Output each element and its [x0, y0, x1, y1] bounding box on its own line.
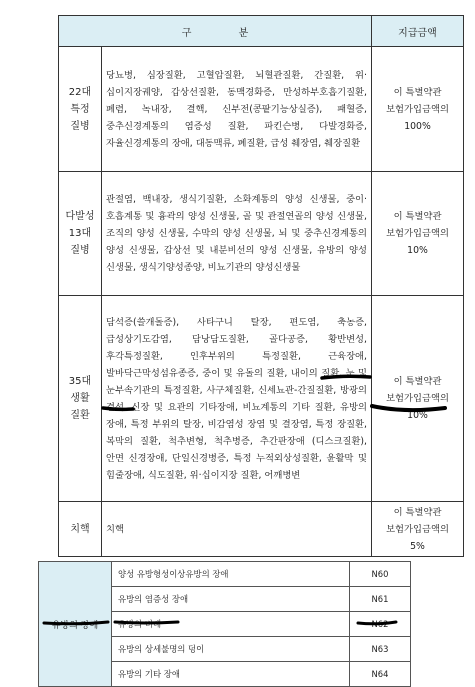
row-description: 당뇨병, 심장질환, 고혈압질환, 뇌혈관질환, 간질환, 위·십이지장궤양, 갑상선질환, 동맥경화증, 만성하부호흡기질환, 폐렴, 녹내장, 결핵, 신부전(콩팥기능상실증), 패혈증, 중추신경계통의 염증성 질환, 파킨슨병, 다발경화증, 자율신경계통의 장애, 대동맥류, 폐질환, 급성 췌장염, 췌장질환 [102, 47, 372, 172]
table-row [59, 172, 464, 296]
row-amount: 이 특별약관 보험가입금액의 10% [372, 296, 464, 502]
row-description: 치핵 [102, 502, 372, 557]
table-row [39, 562, 411, 587]
row-category: 치핵 [59, 502, 102, 557]
sub-category: 유방의 장애 [39, 562, 112, 687]
disease-code: N61 [350, 587, 411, 612]
table-row [59, 47, 464, 172]
header-amount: 지급금액 [372, 16, 464, 47]
disease-name: 유방의 기타 장애 [112, 662, 350, 687]
row-description: 관절염, 백내장, 생식기질환, 소화계통의 양성 신생물, 중이·호흡계통 및 흉곽의 양성 신생물, 골 및 관절연골의 양성 신생물, 조직의 양성 신생물, 수막의 양성 신생물, 뇌 및 중추신경계통의 양성 신생물, 갑상선 및 내분비선의 양성 신생물, 유방의 양성 신생물, 생식기양성종양, 비뇨기관의 양성신생물 [102, 172, 372, 296]
disease-name: 양성 유방형성이상유방의 장애 [112, 562, 350, 587]
header-category: 구 분 [59, 16, 372, 47]
disease-code: N63 [350, 637, 411, 662]
table-row [59, 296, 464, 502]
disease-name: 유방의 염증성 장애 [112, 587, 350, 612]
row-category: 다발성 13대 질병 [59, 172, 102, 296]
disease-code: N64 [350, 662, 411, 687]
row-amount: 이 특별약관 보험가입금액의 10% [372, 172, 464, 296]
disease-name: 유방의 비대 [112, 612, 350, 637]
row-category: 22대 특정 질병 [59, 47, 102, 172]
row-category: 35대 생활 질환 [59, 296, 102, 502]
disease-code: N60 [350, 562, 411, 587]
row-amount: 이 특별약관 보험가입금액의 100% [372, 47, 464, 172]
breast-disorder-code-table [38, 561, 411, 687]
row-description: 담석증(쓸개돌증), 사타구니 탈장, 편도염, 축농증, 급성상기도감염, 담낭담도질환, 골다공증, 황반변성, 후각특정질환, 인후부위의 특정질환, 근육장애, 발바닥근막성섬유종증, 중이 및 유돌의 질환, 내이의 질환, 눈 및 눈부속기관의 특정질환, 사구체질환, 신세뇨관-간질질환, 방광의 결석, 신장 및 요관의 기타장애, 비뇨계통의 기타 질환, 유방의 장애, 특정 부위의 탈장, 비감염성 장염 및 결장염, 특정 장질환, 복막의 질환, 척추변형, 척추병증, 추간판장애 (디스크질환), 안면 신경장애, 단일신경병증, 특정 누적외상성질환, 윤활막 및 힘줄장애, 식도질환, 위·십이지장 질환, 어깨병변 [102, 296, 372, 502]
row-amount: 이 특별약관 보험가입금액의 5% [372, 502, 464, 557]
disease-name: 유방의 상세불명의 덩이 [112, 637, 350, 662]
table-header-row [59, 16, 464, 47]
disease-code: N62 [350, 612, 411, 637]
table-row [59, 502, 464, 557]
benefit-table [58, 15, 464, 557]
